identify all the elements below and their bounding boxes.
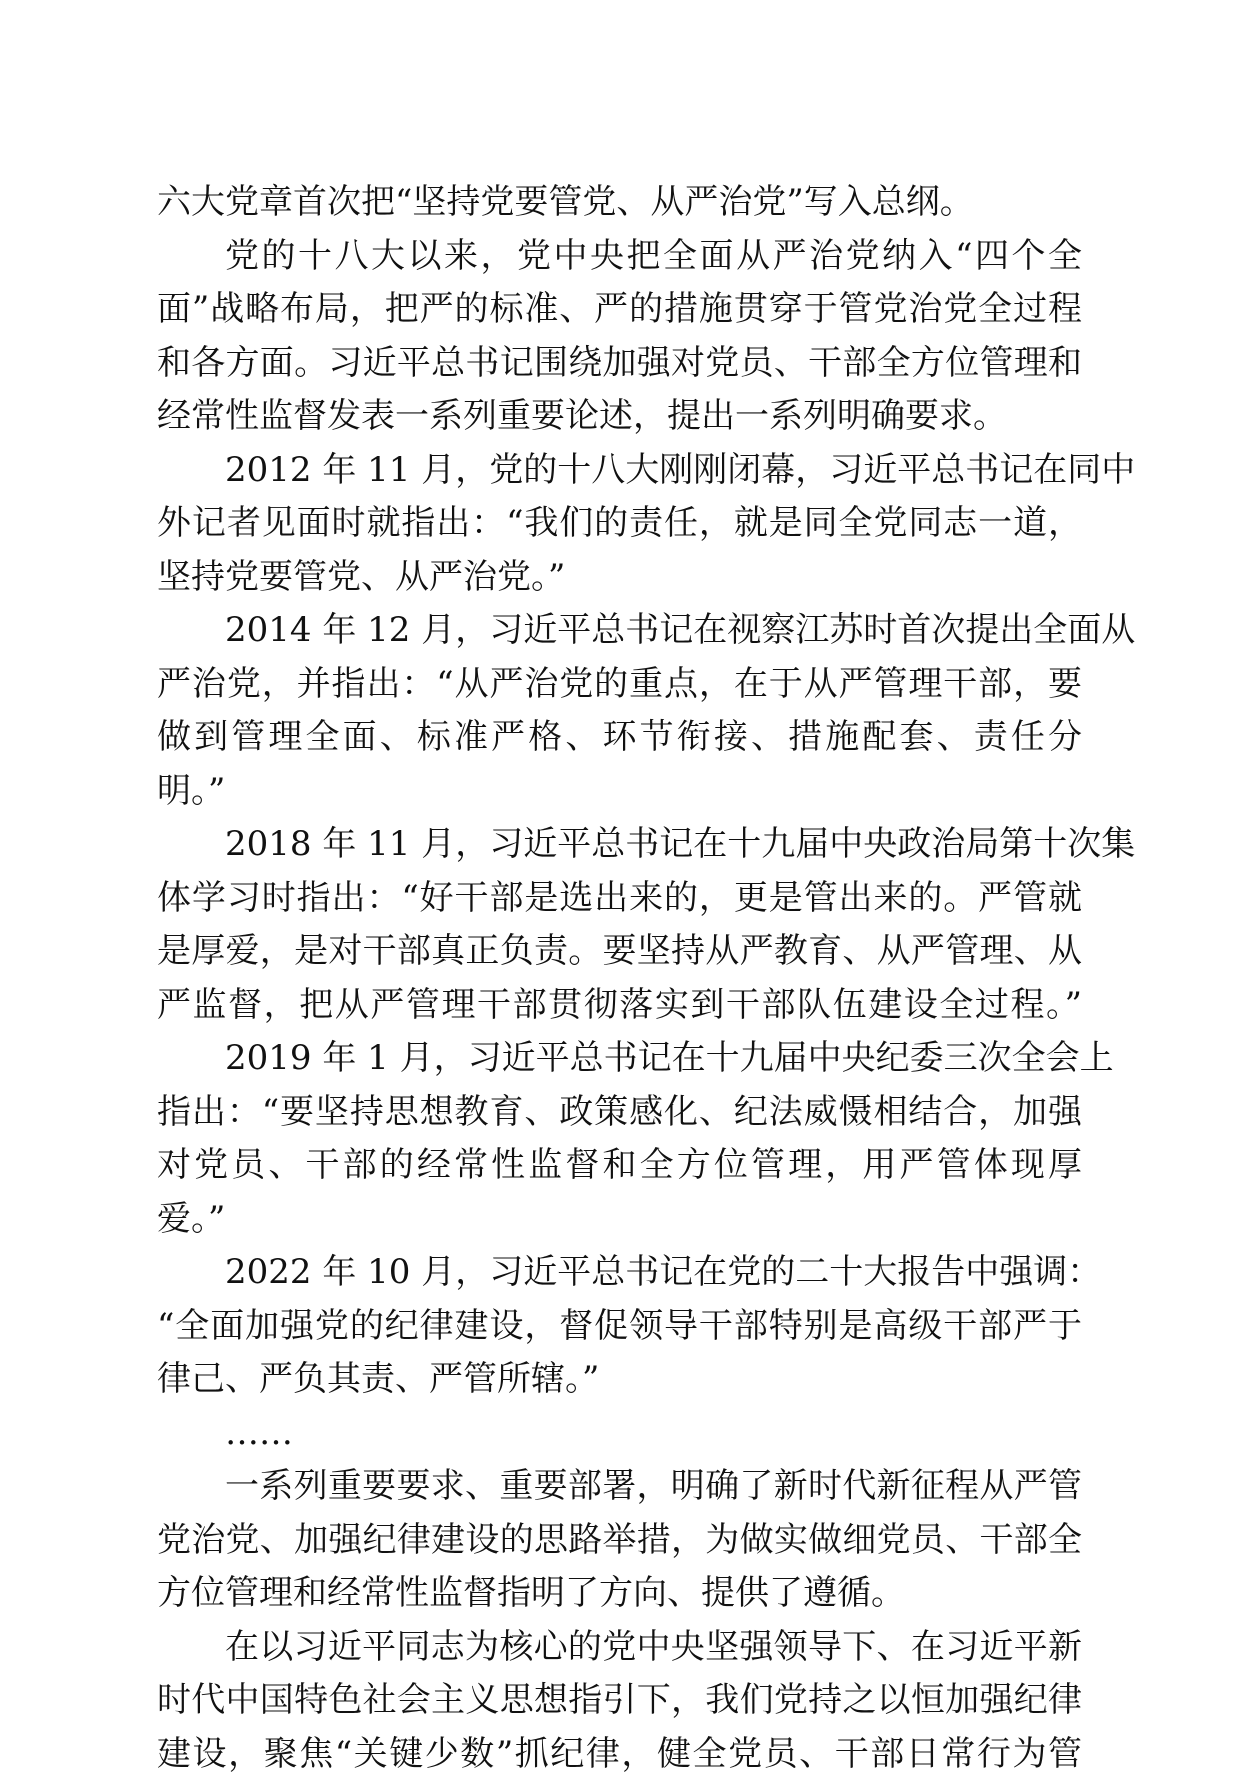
text-line: 2018 年 11 月，习近平总书记在十九届中央政治局第十次集 <box>157 818 1082 872</box>
text-line: 党治党、加强纪律建设的思路举措，为做实做细党员、干部全 <box>157 1514 1082 1568</box>
text-line: 指出：“要坚持思想教育、政策感化、纪法威慑相结合，加强 <box>157 1086 1082 1140</box>
text-line: 时代中国特色社会主义思想指引下，我们党持之以恒加强纪律 <box>157 1674 1082 1728</box>
text-line: …… <box>157 1407 1082 1461</box>
text-line: 体学习时指出：“好干部是选出来的，更是管出来的。严管就 <box>157 872 1082 926</box>
text-line: 爱。” <box>157 1193 1082 1247</box>
text-line: 是厚爱，是对干部真正负责。要坚持从严教育、从严管理、从 <box>157 925 1082 979</box>
text-line: 一系列重要要求、重要部署，明确了新时代新征程从严管 <box>157 1460 1082 1514</box>
text-line: 做到管理全面、标准严格、环节衔接、措施配套、责任分 <box>157 711 1082 765</box>
text-line: 外记者见面时就指出：“我们的责任，就是同全党同志一道， <box>157 497 1082 551</box>
text-line: 明。” <box>157 765 1082 819</box>
text-line: 严监督，把从严管理干部贯彻落实到干部队伍建设全过程。” <box>157 979 1082 1033</box>
text-line: 党的十八大以来，党中央把全面从严治党纳入“四个全 <box>157 230 1082 284</box>
text-line: 严治党，并指出：“从严治党的重点，在于从严管理干部，要 <box>157 658 1082 712</box>
document-page <box>157 176 1082 1781</box>
text-line: 经常性监督发表一系列重要论述，提出一系列明确要求。 <box>157 390 1082 444</box>
text-line: 坚持党要管党、从严治党。” <box>157 551 1082 605</box>
text-line: 面”战略布局，把严的标准、严的措施贯穿于管党治党全过程 <box>157 283 1082 337</box>
text-line: 2012 年 11 月，党的十八大刚刚闭幕，习近平总书记在同中 <box>157 444 1082 498</box>
text-line: 在以习近平同志为核心的党中央坚强领导下、在习近平新 <box>157 1621 1082 1675</box>
text-line: 2014 年 12 月，习近平总书记在视察江苏时首次提出全面从 <box>157 604 1082 658</box>
text-line: 方位管理和经常性监督指明了方向、提供了遵循。 <box>157 1567 1082 1621</box>
text-line: 和各方面。习近平总书记围绕加强对党员、干部全方位管理和 <box>157 337 1082 391</box>
text-line: 建设，聚焦“关键少数”抓纪律，健全党员、干部日常行为管 <box>157 1728 1082 1781</box>
text-line: 律己、严负其责、严管所辖。” <box>157 1353 1082 1407</box>
text-line: 2022 年 10 月，习近平总书记在党的二十大报告中强调： <box>157 1246 1082 1300</box>
text-line: 对党员、干部的经常性监督和全方位管理，用严管体现厚 <box>157 1139 1082 1193</box>
text-line: 2019 年 1 月，习近平总书记在十九届中央纪委三次全会上 <box>157 1032 1082 1086</box>
text-line: 六大党章首次把“坚持党要管党、从严治党”写入总纲。 <box>157 176 1082 230</box>
text-line: “全面加强党的纪律建设，督促领导干部特别是高级干部严于 <box>157 1300 1082 1354</box>
